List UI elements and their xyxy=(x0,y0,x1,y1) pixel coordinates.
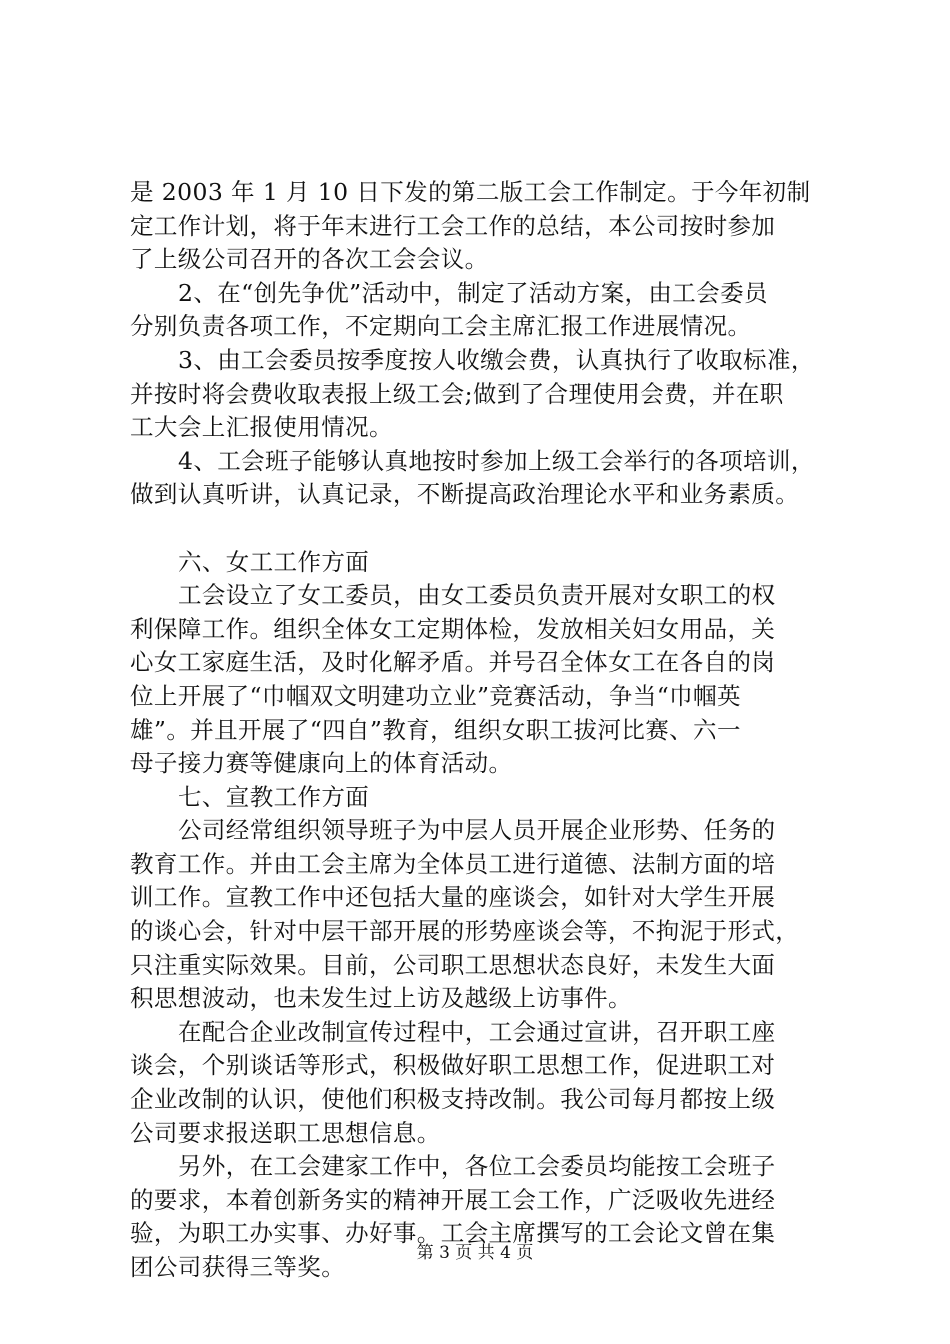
text-line: 谈会，个别谈话等形式，积极做好职工思想工作，促进职工对 xyxy=(130,1051,776,1080)
text-line: 在配合企业改制宣传过程中，工会通过宣讲，召开职工座 xyxy=(178,1017,776,1046)
text-line: 另外，在工会建家工作中，各位工会委员均能按工会班子 xyxy=(178,1152,776,1181)
text-line: 团公司获得三等奖。 xyxy=(130,1253,346,1281)
text-line: 位上开展了“巾帼双文明建功立业”竞赛活动，争当“巾帼英 xyxy=(130,681,741,710)
text-line: 训工作。宣教工作中还包括大量的座谈会，如针对大学生开展 xyxy=(130,883,776,912)
text-line: 验，为职工办实事、办好事。工会主席撰写的工会论文曾在集 xyxy=(130,1219,776,1248)
text-line: 利保障工作。组织全体女工定期体检，发放相关妇女用品，关 xyxy=(130,614,776,643)
text-line: 教育工作。并由工会主席为全体员工进行道德、法制方面的培 xyxy=(130,849,776,878)
text-line: 公司要求报送职工思想信息。 xyxy=(130,1118,441,1147)
text-line: 的谈心会，针对中层干部开展的形势座谈会等，不拘泥于形式， xyxy=(130,917,800,946)
text-line: 只注重实际效果。目前，公司职工思想状态良好，未发生大面 xyxy=(130,950,776,979)
text-line: 做到认真听讲，认真记录，不断提高政治理论水平和业务素质。 xyxy=(130,480,800,509)
text-line: 心女工家庭生活，及时化解矛盾。并号召全体女工在各自的岗 xyxy=(130,648,776,677)
text-line: 分别负责各项工作，不定期向工会主席汇报工作进展情况。 xyxy=(130,312,752,341)
text-line: 并按时将会费收取表报上级工会;做到了合理使用会费，并在职 xyxy=(130,379,784,408)
text-line: 工大会上汇报使用情况。 xyxy=(130,413,393,442)
text-line: 母子接力赛等健康向上的体育活动。 xyxy=(130,749,513,778)
text-line: 的要求，本着创新务实的精神开展工会工作，广泛吸收先进经 xyxy=(130,1185,776,1214)
text-line: 定工作计划，将于年末进行工会工作的总结，本公司按时参加 xyxy=(130,211,776,240)
blank-line xyxy=(130,512,842,546)
text-line: 积思想波动，也未发生过上访及越级上访事件。 xyxy=(130,984,632,1013)
text-line: 企业改制的认识，使他们积极支持改制。我公司每月都按上级 xyxy=(130,1085,776,1114)
text-line: 3、由工会委员按季度按人收缴会费，认真执行了收取标准， xyxy=(178,345,815,374)
text-line: 七、宣教工作方面 xyxy=(178,782,370,811)
page-footer: 第 3 页 共 4 页 xyxy=(416,1243,534,1263)
text-line: 雄”。并且开展了“四自”教育，组织女职工拔河比赛、六一 xyxy=(130,715,741,744)
document-body xyxy=(130,176,842,1285)
text-line: 4、工会班子能够认真地按时参加上级工会举行的各项培训， xyxy=(178,446,815,475)
text-line: 是 2003 年 1 月 10 日下发的第二版工会工作制定。于今年初制 xyxy=(130,178,811,206)
text-line: 了上级公司召开的各次工会会议。 xyxy=(130,245,489,274)
text-line: 公司经常组织领导班子为中层人员开展企业形势、任务的 xyxy=(178,816,776,845)
text-line: 2、在“创先争优”活动中，制定了活动方案，由工会委员 xyxy=(178,278,768,307)
text-line: 六、女工工作方面 xyxy=(178,547,370,576)
text-line: 工会设立了女工委员，由女工委员负责开展对女职工的权 xyxy=(178,581,776,610)
